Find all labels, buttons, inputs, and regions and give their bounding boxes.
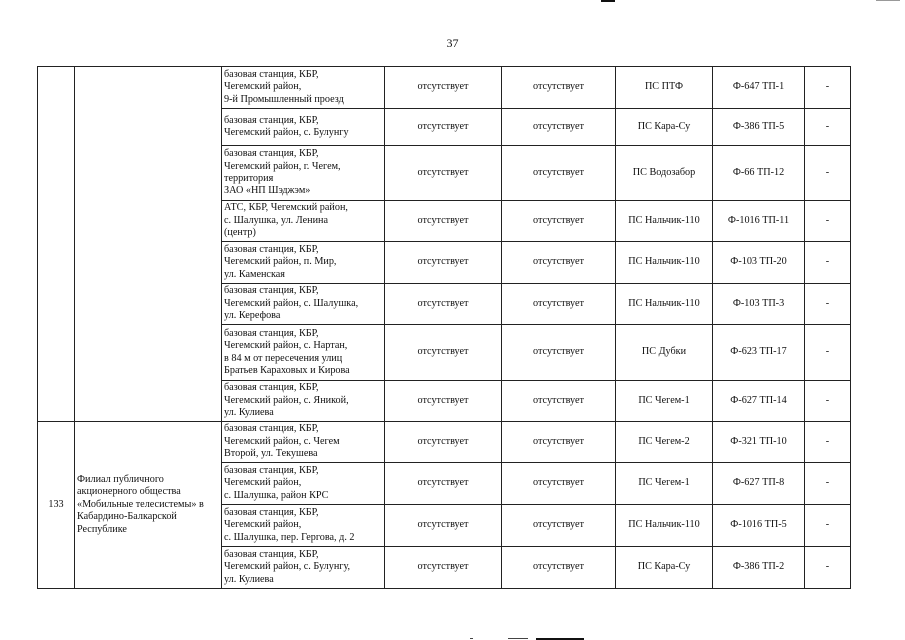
note-cell: - — [805, 201, 851, 242]
object-cell: базовая станция, КБР, Чегемский район, с. Шалушка, район КРС — [222, 463, 385, 505]
feeder-cell: Ф-1016 ТП-11 — [713, 201, 805, 242]
object-cell: базовая станция, КБР, Чегемский район, с. Чегем Второй, ул. Текушева — [222, 422, 385, 463]
feeder-cell: Ф-647 ТП-1 — [713, 67, 805, 109]
note-cell: - — [805, 547, 851, 589]
status-cell: отсутствует — [502, 242, 616, 284]
note-cell: - — [805, 67, 851, 109]
note-cell: - — [805, 463, 851, 505]
substation-cell: ПС Нальчик-110 — [616, 242, 713, 284]
substation-cell: ПС Нальчик-110 — [616, 284, 713, 325]
substation-cell: ПС Нальчик-110 — [616, 201, 713, 242]
substation-cell: ПС Водозабор — [616, 146, 713, 201]
scan-artifact — [876, 0, 900, 1]
table-row — [38, 422, 851, 463]
status-cell: отсутствует — [502, 109, 616, 146]
note-cell: - — [805, 284, 851, 325]
feeder-cell: Ф-321 ТП-10 — [713, 422, 805, 463]
substation-cell: ПС Чегем-2 — [616, 422, 713, 463]
object-cell: базовая станция, КБР, Чегемский район, п. Мир, ул. Каменская — [222, 242, 385, 284]
note-cell: - — [805, 146, 851, 201]
status-cell: отсутствует — [385, 463, 502, 505]
feeder-cell: Ф-103 ТП-3 — [713, 284, 805, 325]
note-cell: - — [805, 109, 851, 146]
scan-artifact — [508, 638, 528, 639]
object-cell: базовая станция, КБР, Чегемский район, с. Шалушка, ул. Керефова — [222, 284, 385, 325]
feeder-cell: Ф-623 ТП-17 — [713, 325, 805, 381]
object-cell: базовая станция, КБР, Чегемский район, с. Булунгу — [222, 109, 385, 146]
status-cell: отсутствует — [385, 284, 502, 325]
status-cell: отсутствует — [385, 505, 502, 547]
status-cell: отсутствует — [385, 109, 502, 146]
feeder-cell: Ф-627 ТП-14 — [713, 381, 805, 422]
page-number: 37 — [446, 36, 459, 50]
scan-artifact — [470, 638, 473, 639]
object-cell: базовая станция, КБР, Чегемский район, с. Шалушка, пер. Гергова, д. 2 — [222, 505, 385, 547]
status-cell: отсутствует — [502, 67, 616, 109]
data-table — [37, 66, 851, 589]
status-cell: отсутствует — [385, 146, 502, 201]
status-cell: отсутствует — [502, 422, 616, 463]
object-cell: базовая станция, КБР, Чегемский район, 9-й Промышленный проезд — [222, 67, 385, 109]
status-cell: отсутствует — [502, 146, 616, 201]
feeder-cell: Ф-386 ТП-5 — [713, 109, 805, 146]
status-cell: отсутствует — [502, 547, 616, 589]
status-cell: отсутствует — [385, 67, 502, 109]
substation-cell: ПС Кара-Су — [616, 547, 713, 589]
scan-artifact — [601, 0, 615, 2]
table-row — [38, 67, 851, 109]
substation-cell: ПС Нальчик-110 — [616, 505, 713, 547]
row-number-cell-empty — [38, 67, 75, 422]
status-cell: отсутствует — [502, 284, 616, 325]
object-cell: базовая станция, КБР, Чегемский район, с. Булунгу, ул. Кулиева — [222, 547, 385, 589]
feeder-cell: Ф-1016 ТП-5 — [713, 505, 805, 547]
note-cell: - — [805, 381, 851, 422]
status-cell: отсутствует — [502, 463, 616, 505]
status-cell: отсутствует — [502, 201, 616, 242]
owner-cell: Филиал публичного акционерного общества «Мобильные телесистемы» в Кабардино-Балкарской Республике — [75, 422, 222, 589]
substation-cell: ПС Чегем-1 — [616, 381, 713, 422]
note-cell: - — [805, 325, 851, 381]
substation-cell: ПС ПТФ — [616, 67, 713, 109]
status-cell: отсутствует — [385, 422, 502, 463]
status-cell: отсутствует — [385, 547, 502, 589]
feeder-cell: Ф-627 ТП-8 — [713, 463, 805, 505]
substation-cell: ПС Чегем-1 — [616, 463, 713, 505]
substation-cell: ПС Кара-Су — [616, 109, 713, 146]
feeder-cell: Ф-66 ТП-12 — [713, 146, 805, 201]
object-cell: базовая станция, КБР, Чегемский район, с. Яникой, ул. Кулиева — [222, 381, 385, 422]
note-cell: - — [805, 242, 851, 284]
status-cell: отсутствует — [502, 505, 616, 547]
status-cell: отсутствует — [385, 242, 502, 284]
status-cell: отсутствует — [502, 325, 616, 381]
status-cell: отсутствует — [385, 325, 502, 381]
status-cell: отсутствует — [502, 381, 616, 422]
status-cell: отсутствует — [385, 201, 502, 242]
object-cell: базовая станция, КБР, Чегемский район, г. Чегем, территория ЗАО «НП Шэджэм» — [222, 146, 385, 201]
note-cell: - — [805, 422, 851, 463]
owner-cell-empty — [75, 67, 222, 422]
feeder-cell: Ф-103 ТП-20 — [713, 242, 805, 284]
feeder-cell: Ф-386 ТП-2 — [713, 547, 805, 589]
substation-cell: ПС Дубки — [616, 325, 713, 381]
row-number-cell: 133 — [38, 422, 75, 589]
object-cell: АТС, КБР, Чегемский район, с. Шалушка, ул. Ленина (центр) — [222, 201, 385, 242]
object-cell: базовая станция, КБР, Чегемский район, с. Нартан, в 84 м от пересечения улиц Братьев Караховых и Кирова — [222, 325, 385, 381]
note-cell: - — [805, 505, 851, 547]
status-cell: отсутствует — [385, 381, 502, 422]
